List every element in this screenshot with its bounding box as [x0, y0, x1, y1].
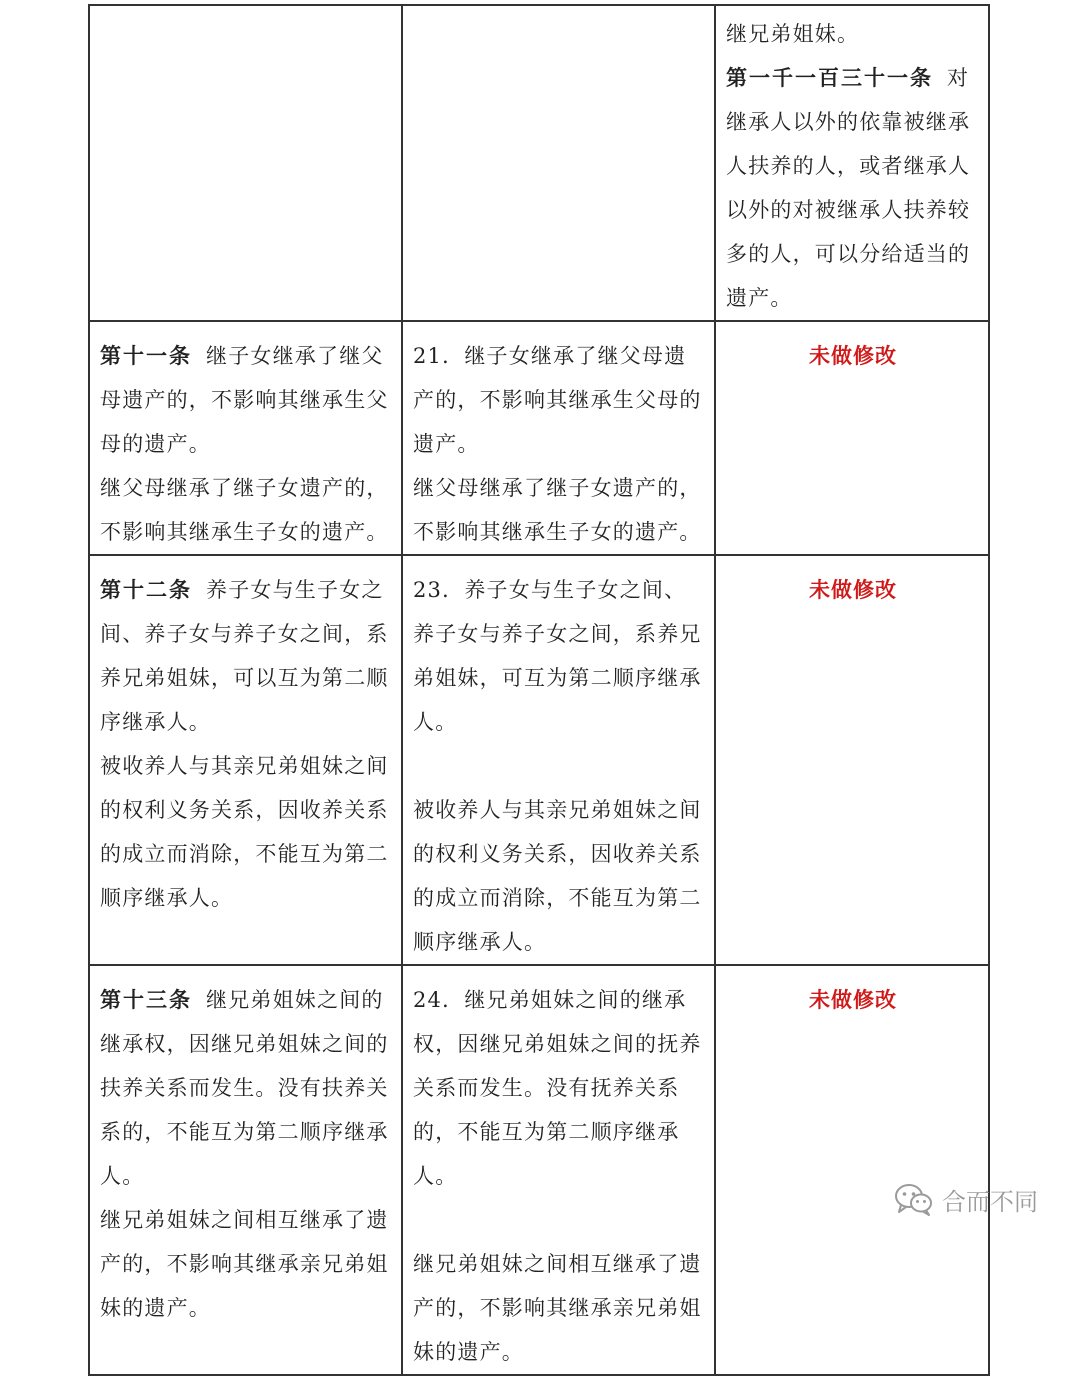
- clause-paragraph: [100, 978, 393, 1198]
- article-text: 养子女与生子女之间、养子女与养子女之间，系养兄弟姐妹，可以互为第二顺序继承人。: [100, 578, 389, 734]
- interpretation-cell: [402, 965, 715, 1375]
- table-row: [89, 555, 989, 965]
- interpretation-cell: [402, 555, 715, 965]
- watermark-text: 合而不同: [942, 1187, 1038, 1216]
- clause-paragraph: 继父母继承了继子女遗产的，不影响其继承生子女的遗产。: [100, 476, 389, 544]
- clause-paragraph: 21．继子女继承了继父母遗产的，不影响其继承生父母的遗产。: [413, 344, 702, 456]
- interpretation-cell: [402, 5, 715, 321]
- civil-code-cell: [715, 965, 989, 1375]
- clause-paragraph: 继兄弟姐妹之间相互继承了遗产的，不影响其继承亲兄弟姐妹的遗产。: [413, 1252, 702, 1364]
- clause-paragraph: [726, 56, 980, 320]
- paragraph-gap: [413, 1198, 706, 1242]
- interpretation-cell: [402, 321, 715, 555]
- article-text: 继兄弟姐妹之间的继承权，因继兄弟姐妹之间的扶养关系而发生。没有扶养关系的，不能互为第二顺序继承人。: [100, 988, 389, 1188]
- clause-paragraph: 继父母继承了继子女遗产的，不影响其继承生子女的遗产。: [413, 476, 702, 544]
- civil-code-cell: [715, 321, 989, 555]
- table-row: [89, 5, 989, 321]
- clause-paragraph: [100, 334, 393, 466]
- law-comparison-table: [88, 4, 990, 1376]
- unchanged-label: 未做修改: [809, 578, 897, 602]
- clause-paragraph: 23．养子女与生子女之间、养子女与养子女之间，系养兄弟姐妹，可互为第二顺序继承人。: [413, 578, 702, 734]
- clause-paragraph: 被收养人与其亲兄弟姐妹之间的权利义务关系，因收养关系的成立而消除，不能互为第二顺序继承人。: [100, 754, 389, 910]
- civil-code-cell: [715, 555, 989, 965]
- clause-paragraph: 继兄弟姐妹之间相互继承了遗产的，不影响其继承亲兄弟姐妹的遗产。: [100, 1208, 389, 1320]
- clause-paragraph: 24．继兄弟姐妹之间的继承权，因继兄弟姐妹之间的抚养关系而发生。没有抚养关系的，不能互为第二顺序继承人。: [413, 988, 702, 1188]
- table-row: [89, 965, 989, 1375]
- unchanged-label: 未做修改: [809, 344, 897, 368]
- article-text: 对继承人以外的依靠被继承人扶养的人，或者继承人以外的对被继承人扶养较多的人，可以分给适当的遗产。: [726, 66, 971, 310]
- table-row: [89, 321, 989, 555]
- old-law-cell: [89, 555, 402, 965]
- paragraph-gap: [413, 744, 706, 788]
- old-law-cell: [89, 965, 402, 1375]
- unchanged-label: 未做修改: [809, 988, 897, 1012]
- clause-paragraph: 被收养人与其亲兄弟姐妹之间的权利义务关系，因收养关系的成立而消除，不能互为第二顺序继承人。: [413, 798, 702, 954]
- article-number: 第十二条: [100, 577, 192, 602]
- article-number: 第十一条: [100, 343, 192, 368]
- wechat-icon: [894, 1182, 934, 1216]
- watermark: [894, 1178, 1038, 1220]
- clause-paragraph: [100, 568, 393, 744]
- article-number: 第十三条: [100, 987, 192, 1012]
- civil-code-cell: [715, 5, 989, 321]
- old-law-cell: [89, 5, 402, 321]
- old-law-cell: [89, 321, 402, 555]
- clause-tail: 继兄弟姐妹。: [726, 22, 860, 46]
- article-text: 继子女继承了继父母遗产的，不影响其继承生父母的遗产。: [100, 344, 389, 456]
- article-number: 第一千一百三十一条: [726, 65, 933, 90]
